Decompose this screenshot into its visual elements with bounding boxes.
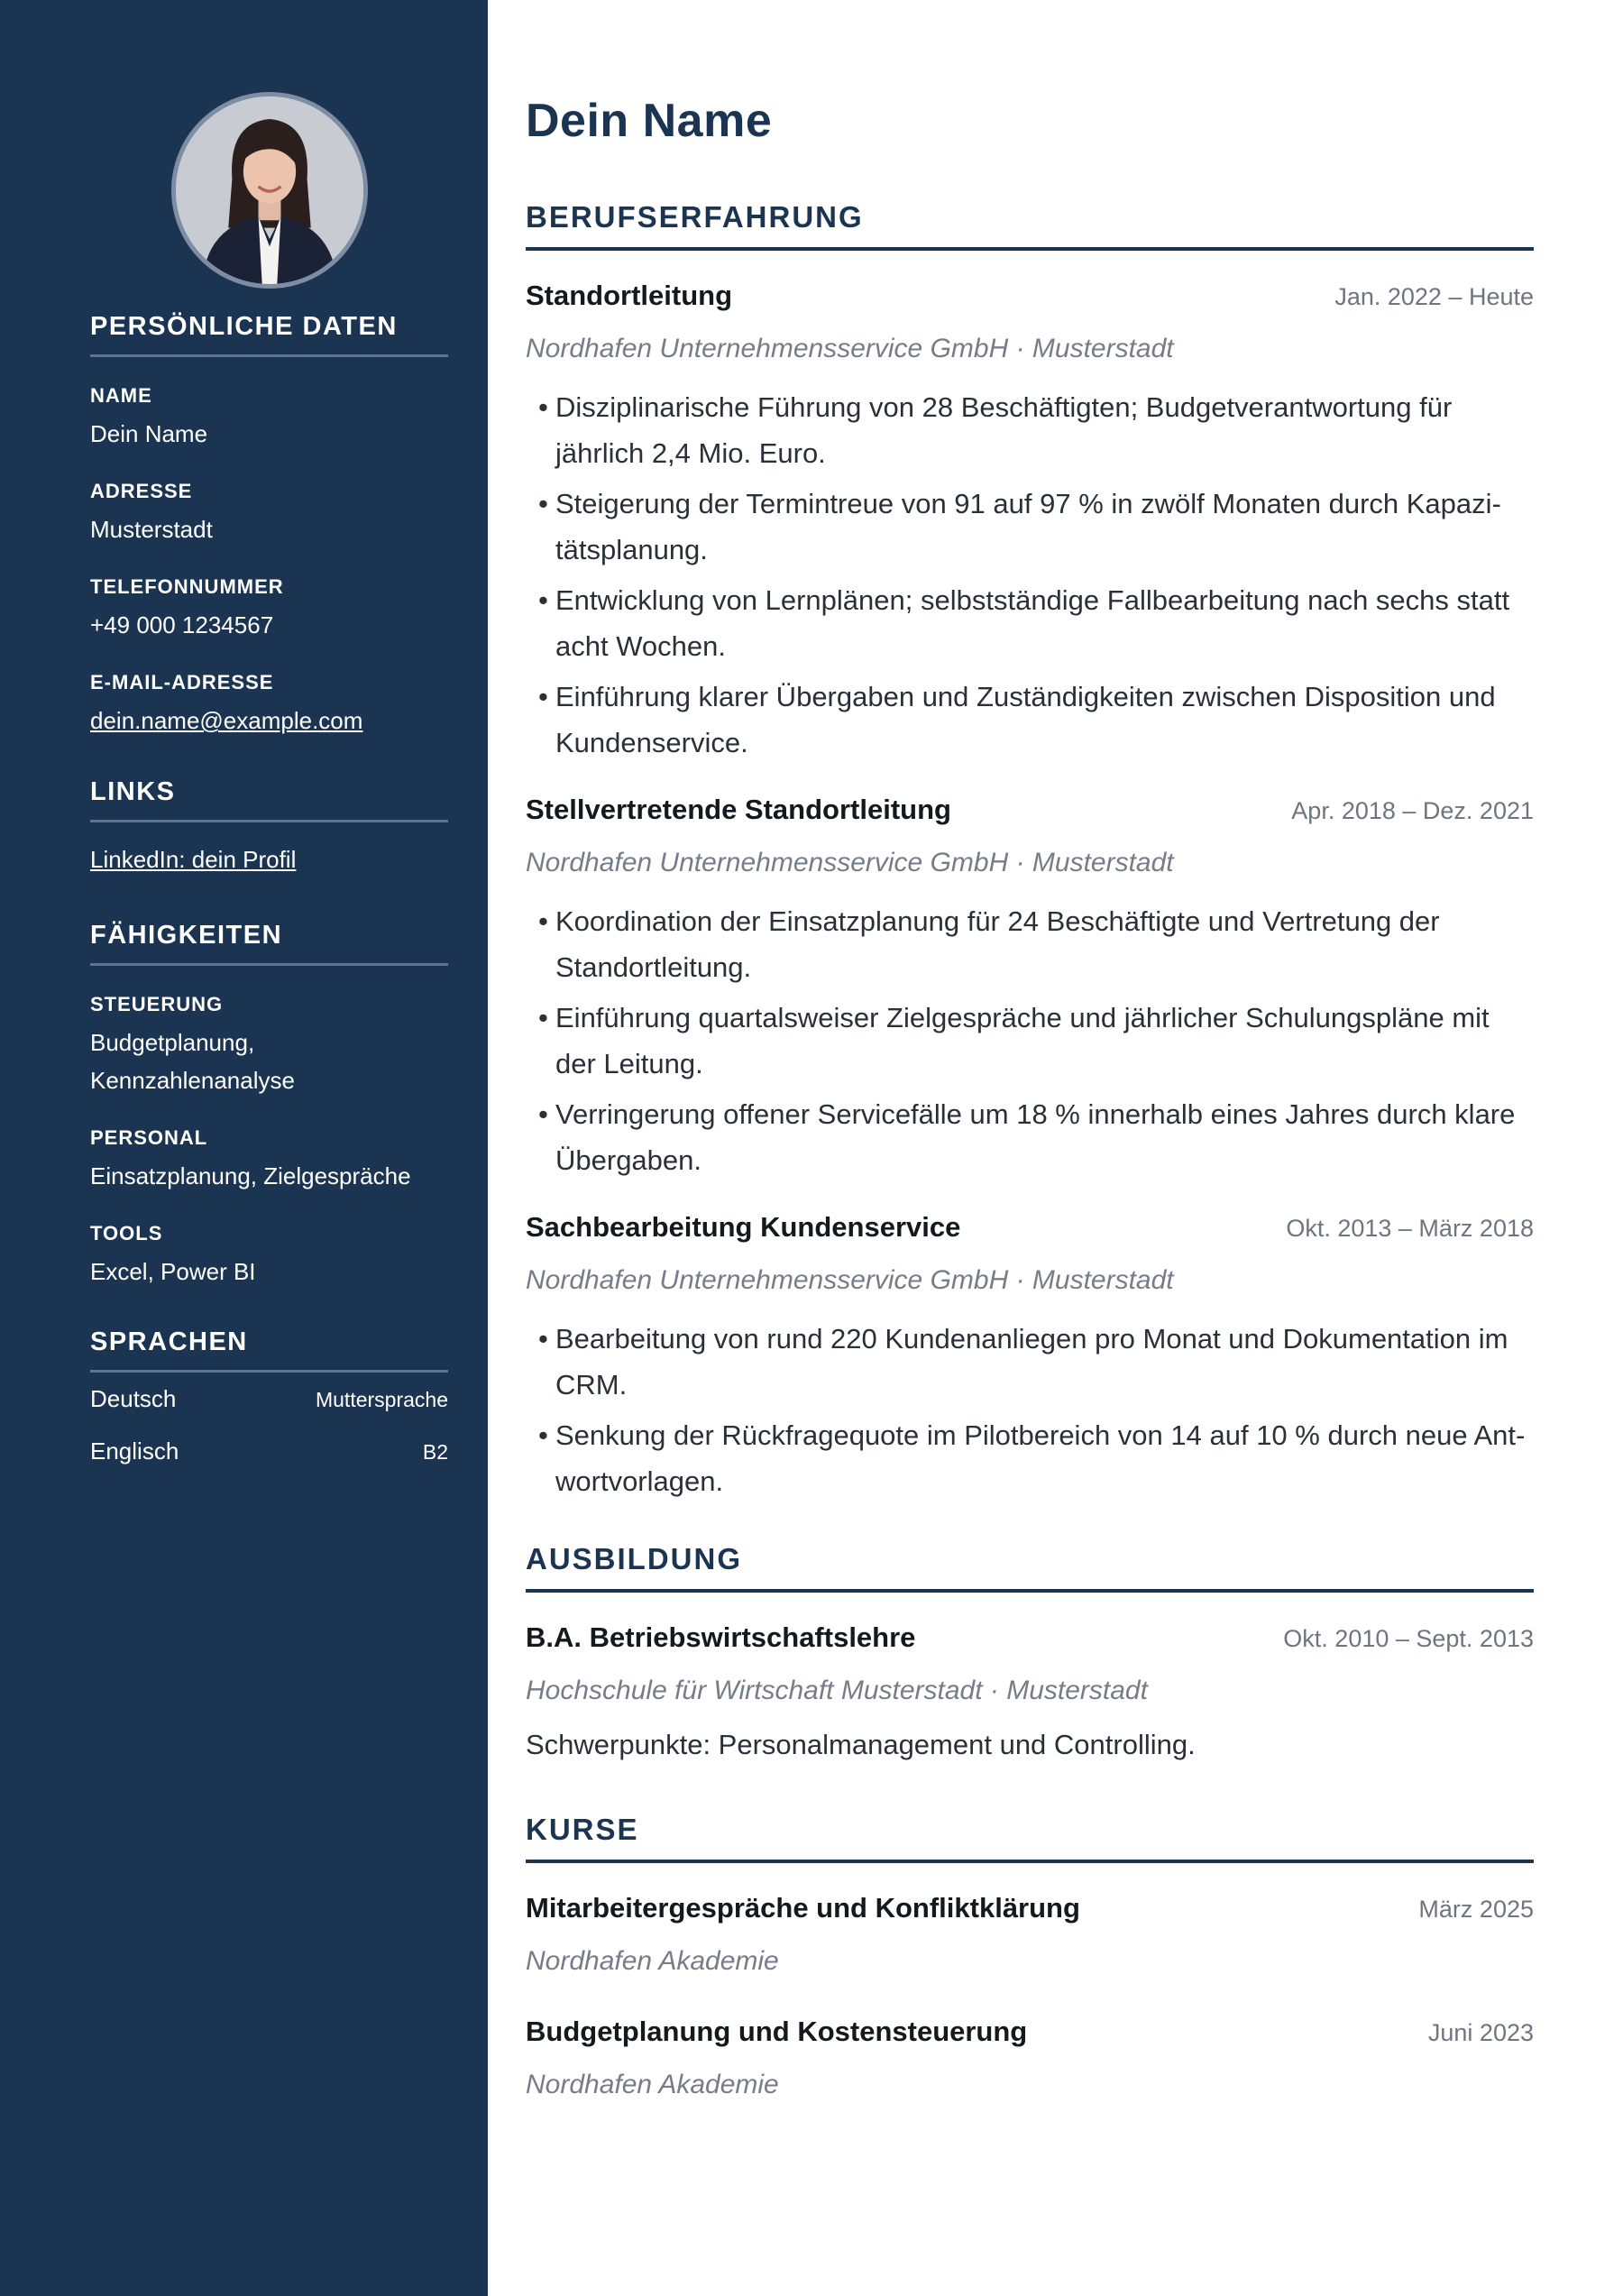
entry-title: Standortleitung bbox=[526, 280, 733, 311]
bullet-item bbox=[526, 1412, 1534, 1504]
entry-organization: Nordhafen Unternehmensservice GmbH · Musterstadt bbox=[526, 848, 1174, 877]
address-value: Musterstadt bbox=[90, 516, 213, 543]
entry-title: Budgetplanung und Kostensteuerung bbox=[526, 2016, 1028, 2047]
bullet-item bbox=[526, 674, 1534, 766]
entry-organization: Nordhafen Unternehmensservice GmbH · Musterstadt bbox=[526, 1265, 1174, 1295]
profile-photo-image bbox=[176, 96, 363, 284]
skill-group-label: PERSONAL bbox=[90, 1126, 208, 1149]
bullet-line: Steigerung der Termintreue von 91 auf 97 % in zwölf Monaten durch Kapazi- bbox=[555, 488, 1501, 519]
education-entry bbox=[526, 1621, 1534, 1768]
entry-organization: Nordhafen Akademie bbox=[526, 1946, 779, 1976]
bullet-line: Standortleitung. bbox=[555, 951, 752, 983]
skill-group-value bbox=[90, 1253, 448, 1290]
experience-entry bbox=[526, 280, 1534, 770]
bullet-item bbox=[526, 577, 1534, 669]
language-level: B2 bbox=[422, 1440, 448, 1464]
entry-title: Mitarbeitergespräche und Konfliktklärung bbox=[526, 1892, 1080, 1924]
bullet-line: Einführung klarer Übergaben und Zuständigkeiten zwischen Disposition und bbox=[555, 681, 1496, 712]
language-row bbox=[90, 1385, 448, 1437]
bullet-line: Senkung der Rückfragequote im Pilotbereich von 14 auf 10 % durch neue Ant- bbox=[555, 1419, 1526, 1451]
linkedin-link[interactable]: LinkedIn: dein Profil bbox=[90, 846, 297, 873]
entry-date: Juni 2023 bbox=[1427, 2019, 1534, 2046]
bullet-line: Kundenservice. bbox=[555, 727, 748, 758]
bullet-line: Übergaben. bbox=[555, 1144, 702, 1176]
language-name: Deutsch bbox=[90, 1385, 177, 1412]
entry-organization: Hochschule für Wirtschaft Musterstadt · Musterstadt bbox=[526, 1676, 1148, 1705]
education-heading: AUSBILDUNG bbox=[526, 1542, 1534, 1593]
languages-heading: SPRACHEN bbox=[90, 1327, 448, 1373]
bullet-line: Disziplinarische Führung von 28 Beschäftigten; Budgetverantwortung für bbox=[555, 391, 1453, 423]
entry-date: Jan. 2022 – Heute bbox=[1334, 283, 1534, 310]
skills-heading: FÄHIGKEITEN bbox=[90, 921, 448, 966]
bullet-line: Verringerung offener Servicefälle um 18 % innerhalb eines Jahres durch klare bbox=[555, 1098, 1516, 1130]
sidebar bbox=[0, 0, 488, 2296]
skill-group-label: TOOLS bbox=[90, 1222, 163, 1244]
bullet-line: CRM. bbox=[555, 1369, 628, 1401]
skill-line: Excel, Power BI bbox=[90, 1258, 256, 1285]
personal-data-heading: PERSÖNLICHE DATEN bbox=[90, 312, 448, 357]
email-link[interactable]: dein.name@example.com bbox=[90, 707, 363, 734]
bullet-line: Einführung quartalsweiser Zielgespräche und jährlicher Schulungspläne mit bbox=[555, 1002, 1490, 1033]
bullet-list bbox=[526, 898, 1534, 1183]
bullet-line: Entwicklung von Lernplänen; selbstständige Fallbearbeitung nach sechs statt bbox=[555, 584, 1510, 616]
skill-group-label: STEUERUNG bbox=[90, 993, 224, 1015]
bullet-item bbox=[526, 481, 1534, 573]
skill-group-value bbox=[90, 1157, 448, 1195]
links-section bbox=[90, 777, 448, 878]
skill-line: Kennzahlenanalyse bbox=[90, 1067, 295, 1094]
entry-date: Okt. 2010 – Sept. 2013 bbox=[1283, 1625, 1534, 1652]
skill-line: Einsatzplanung, Zielgespräche bbox=[90, 1162, 411, 1189]
courses-heading: KURSE bbox=[526, 1813, 1534, 1863]
entry-date: Okt. 2013 – März 2018 bbox=[1286, 1215, 1534, 1242]
bullet-item bbox=[526, 1091, 1534, 1183]
entry-date: Apr. 2018 – Dez. 2021 bbox=[1291, 797, 1534, 824]
experience-entry bbox=[526, 794, 1534, 1188]
bullet-line: acht Wochen. bbox=[555, 630, 726, 662]
bullet-line: Koordination der Einsatzplanung für 24 Beschäftigte und Vertretung der bbox=[555, 905, 1440, 937]
entry-title: Sachbearbeitung Kundenservice bbox=[526, 1211, 961, 1243]
name-value: Dein Name bbox=[90, 420, 208, 447]
phone-value: +49 000 1234567 bbox=[90, 611, 274, 638]
entry-description: Schwerpunkte: Personalmanagement und Controlling. bbox=[526, 1729, 1196, 1760]
bullet-line: der Leitung. bbox=[555, 1048, 703, 1079]
bullet-line: tätsplanung. bbox=[555, 534, 708, 565]
phone-label: TELEFONNUMMER bbox=[90, 575, 284, 598]
name-label: NAME bbox=[90, 384, 152, 407]
entry-date: März 2025 bbox=[1418, 1896, 1534, 1923]
profile-photo bbox=[171, 92, 368, 289]
languages-section bbox=[90, 1327, 448, 1490]
skill-line: Budgetplanung, bbox=[90, 1029, 255, 1056]
email-label: E-MAIL-ADRESSE bbox=[90, 671, 274, 693]
skills-section bbox=[90, 921, 448, 1290]
bullet-item bbox=[526, 384, 1534, 476]
address-label: ADRESSE bbox=[90, 480, 193, 502]
personal-data-section bbox=[90, 312, 448, 739]
course-entry bbox=[526, 1892, 1534, 1977]
entry-title: B.A. Betriebswirtschaftslehre bbox=[526, 1621, 916, 1653]
bullet-line: jährlich 2,4 Mio. Euro. bbox=[555, 437, 826, 469]
bullet-line: Bearbeitung von rund 220 Kundenanliegen pro Monat und Dokumentation im bbox=[555, 1323, 1508, 1355]
bullet-list bbox=[526, 1316, 1534, 1504]
bullet-list bbox=[526, 384, 1534, 766]
entry-organization: Nordhafen Akademie bbox=[526, 2070, 779, 2099]
bullet-line: wortvorlagen. bbox=[555, 1465, 724, 1497]
experience-entry bbox=[526, 1211, 1534, 1509]
bullet-item bbox=[526, 1316, 1534, 1408]
links-heading: LINKS bbox=[90, 777, 448, 822]
language-level: Muttersprache bbox=[315, 1388, 448, 1411]
experience-heading: BERUFSERFAHRUNG bbox=[526, 200, 1534, 251]
language-name: Englisch bbox=[90, 1437, 179, 1465]
language-row bbox=[90, 1437, 448, 1490]
entry-organization: Nordhafen Unternehmensservice GmbH · Musterstadt bbox=[526, 334, 1174, 363]
skill-group-value bbox=[90, 1024, 448, 1099]
bullet-item bbox=[526, 898, 1534, 990]
course-entry bbox=[526, 2016, 1534, 2100]
bullet-item bbox=[526, 995, 1534, 1087]
page-title: Dein Name bbox=[526, 95, 773, 147]
entry-title: Stellvertretende Standortleitung bbox=[526, 794, 951, 825]
